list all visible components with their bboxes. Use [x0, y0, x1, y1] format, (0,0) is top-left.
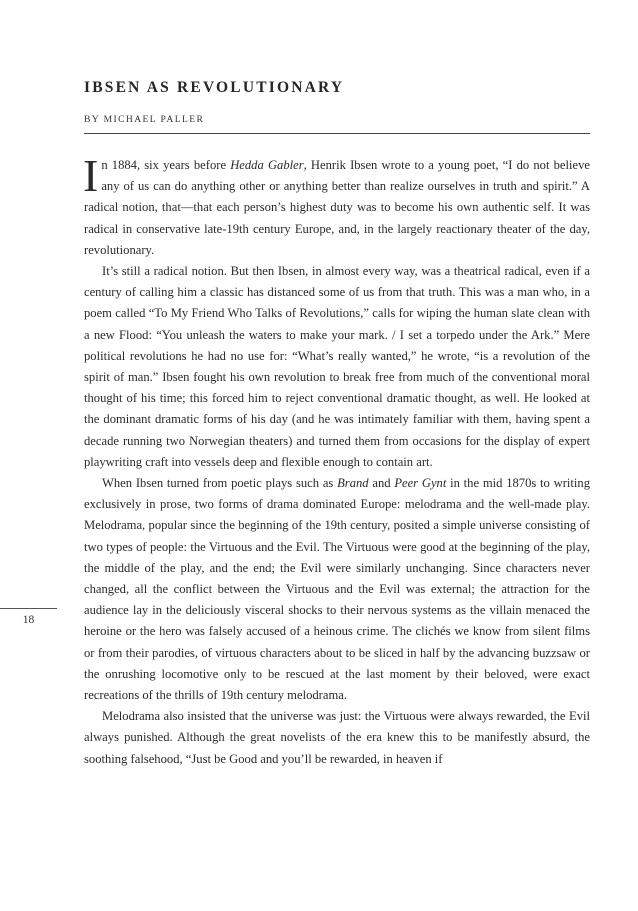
page-number-rule [0, 608, 57, 609]
paragraph-1-text-b: , Henrik Ibsen wrote to a young poet, “I do not believe any of us can do anything other or anything better than realize ourselves in truth and spirit.” A radical notion, that—that each person’s highest duty was to become his own authentic self. It was radical in conservative late-19th century Europe, and, in the largely reactionary theater of the day, revolutionary. [84, 158, 590, 257]
paragraph-3-text-b: and [368, 476, 395, 491]
paragraph-1-text-a: n 1884, six years before [101, 158, 231, 172]
paragraph-4: Melodrama also insisted that the universe was just: the Virtuous were always rewarded, the Evil always punished. Although the great novelists of the era knew this to be manifestly absurd, the soothing falsehood, “Just be Good and you’ll be rewarded, in heaven if [84, 709, 590, 766]
paragraph-3 [84, 473, 590, 706]
drop-cap: I [83, 150, 99, 201]
article-title: IBSEN AS REVOLUTIONARY [84, 79, 345, 96]
page-number: 18 [22, 614, 35, 626]
article-body [83, 150, 590, 770]
paragraph-3-text-a: When Ibsen turned from poetic plays such as [102, 476, 338, 491]
paragraph-3-text-c: in the mid 1870s to writing exclusively in prose, two forms of drama dominated Europe: melodrama and the well-made play. Melodrama, popular since the beginning of the 19th century, posited a simple universe consisting of two types of people: the Virtuous and the Evil. The Virtuous were good at the beginning of the play, the middle of the play, and the end; the Evil were similarly unchanging. Since characters never changed, all the conflict between the Virtuous and the Evil was external; the attraction for the audience lay in the deliciously visceral shocks to their nervous systems as the villain menaced the heroine or the hero was falsely accused of a heinous crime. The clichés we know from silent films or from their parodies, of virtuous characters about to be sliced in half by the advancing buzzsaw or the onrushing locomotive only to be rescued at the last moment by their beloved, were exact recreations of the thrills of 19th century melodrama. [84, 476, 590, 703]
play-title-brand: Brand [337, 476, 369, 491]
paragraph-1 [83, 150, 590, 261]
paragraph-2: It’s still a radical notion. But then Ibsen, in almost every way, was a theatrical radical, even if a century of calling him a classic has distanced some of us from that truth. This was a man who, in a poem called “To My Friend Who Talks of Revolutions,” calls for wiping the human slate clean with a new Flood: “You unleash the waters to make your mark. / I set a torpedo under the Ark.” Mere political revolutions he had no use for: “What’s really wanted,” he wrote, “is a revolution of the spirit of man.” Ibsen fought his own revolution to break free from much of the conventional moral thought of his time; this forced him to reject conventional dramatic thought, as well. He looked at the dominant dramatic forms of his day (and he was intimately familiar with them, having spent a decade running two Norwegian theaters) and turned them from occasions for the display of expert playwriting craft into vessels deep and flexible enough to contain art. [84, 264, 590, 469]
play-title-peer-gynt: Peer Gynt [394, 476, 447, 491]
article-byline: BY MICHAEL PALLER [84, 114, 205, 125]
header-rule [84, 133, 590, 134]
play-title-hedda-gabler: Hedda Gabler [230, 158, 304, 172]
